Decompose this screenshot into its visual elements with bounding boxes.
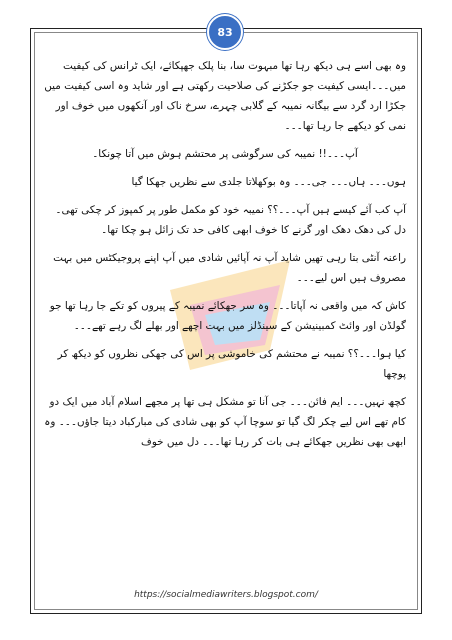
footer-blog-link[interactable]: https://socialmediawriters.blogspot.com/	[134, 590, 318, 600]
paragraph-3: ہوں۔۔۔ ہاں۔۔۔ جی۔۔۔ وہ بوکھلاتا جلدی سے نظریں جھکا گیا	[131, 176, 406, 188]
paragraph-5: راعنہ آنٹی بتا رہی تھیں شاید آپ نہ آپائیں شادی میں آپ اپنے پروجیکٹس میں بہت مصروف ہیں اس لیے۔۔۔	[53, 252, 406, 284]
page-number-badge: 83	[207, 14, 243, 50]
paragraph-8: کچھ نہیں۔۔۔ ایم فائن۔۔۔ جی آنا تو مشکل ہی تھا پر مجھے اسلام آباد میں ایک دو کام تھے اس لیے چکر لگ گیا تو سوچا آپ کو بھی شادی کی مبارکباد دیتا جاؤں۔۔۔ وہ ابھی بھی نظریں جھکائے ہی بات کر رہا تھا۔۔۔ دل میں خوف	[44, 396, 406, 448]
paragraph-1: وہ بھی اسے ہی دیکھ رہا تھا مبہوت سا، بنا پلک جھپکائے، ایک ٹرانس کی کیفیت میں۔۔۔ایسی کیفیت جو جکڑنے کی صلاحیت رکھتی ہے اور شاید وہ اسی کیفیت میں جکڑا ارد گرد سے بیگانہ نمیبہ کے گلابی چہرے، سرخ ناک اور آنکھوں میں خوف اور نمی کو دیکھے جا رہا تھا۔۔۔	[44, 60, 406, 132]
paragraph-6: کاش کہ میں واقعی نہ آپاتا۔۔۔ وہ سر جھکائے نمیبہ کے پیروں کو تکے جا رہا تھا جو گولڈن اور وائٹ کمبینیشن کے سینڈلز میں بہت اچھے اور بھلے لگ رہے تھے۔۔۔	[49, 300, 406, 332]
story-content	[44, 56, 406, 460]
paragraph-2: آپ۔۔۔!! نمیبہ کی سرگوشی پر محتشم ہوش میں آتا چونکا۔	[92, 148, 358, 160]
paragraph-7: کیا ہوا۔۔۔؟؟ نمیبہ نے محتشم کی خاموشی پر اس کی جھکی نظروں کو دیکھ کر پوچھا	[57, 348, 406, 380]
paragraph-4: آپ کب آئے کیسے ہیں آپ۔۔۔؟؟ نمیبہ خود کو مکمل طور پر کمپوز کر چکی تھی۔ دل کی دھک دھک اور گرنے کا خوف ابھی کافی حد تک زائل ہو چکا تھا۔	[55, 204, 406, 236]
